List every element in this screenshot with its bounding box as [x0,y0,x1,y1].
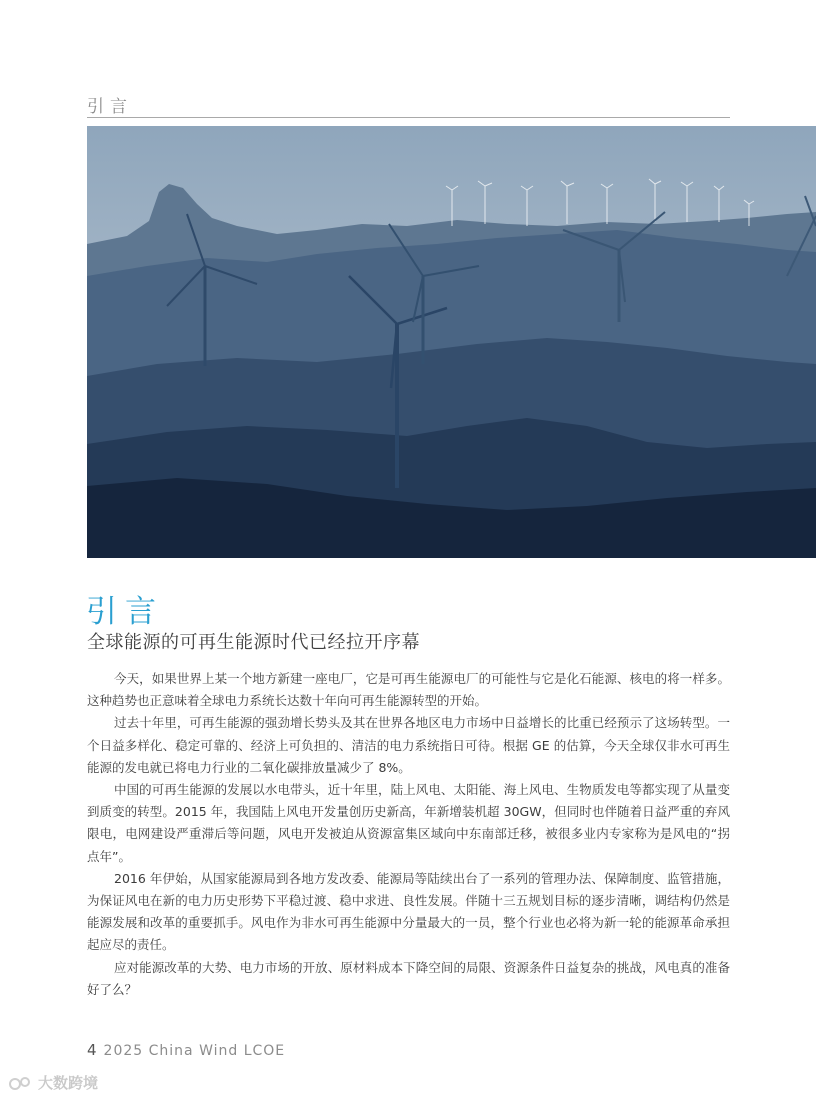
paragraph: 过去十年里，可再生能源的强劲增长势头及其在世界各地区电力市场中日益增长的比重已经预示了这场转型。一个日益多样化、稳定可靠的、经济上可负担的、清洁的电力系统指日可待。根据 GE 的估算，今天全球仅非水可再生能源的发电就已将电力行业的二氧化碳排放量减少了 8%。 [87,715,730,775]
paragraph: 今天，如果世界上某一个地方新建一座电厂，它是可再生能源电厂的可能性与它是化石能源、核电的将一样多。这种趋势也正意味着全球电力系统长达数十年向可再生能源转型的开始。 [87,671,730,709]
section-title: 引言 [86,594,164,630]
body-text [87,668,730,1001]
watermark-logo-icon [8,1075,34,1091]
watermark-text: 大数跨境 [38,1074,99,1092]
page-number: 4 [87,1041,98,1059]
paragraph: 中国的可再生能源的发展以水电带头，近十年里，陆上风电、太阳能、海上风电、生物质发电等都实现了从量变到质变的转型。2015 年，我国陆上风电开发量创历史新高，年新增装机超 30GW，但同时也伴随着日益严重的弃风限电，电网建设严重滞后等问题，风电开发被迫从资源富集区域向中东南部迁移，被很多业内专家称为是风电的“拐点年”。 [87,782,730,864]
header-divider [87,117,730,118]
publication-title: 2025 China Wind LCOE [103,1043,286,1059]
watermark [8,1072,98,1093]
paragraph: 2016 年伊始，从国家能源局到各地方发改委、能源局等陆续出台了一系列的管理办法、保障制度、监管措施，为保证风电在新的电力历史形势下平稳过渡、稳中求进、良性发展。伴随十三五规划目标的逐步清晰，调结构仍然是能源发展和改革的重要抓手。风电作为非水可再生能源中分量最大的一员，整个行业也必将为新一轮的能源革命承担起应尽的责任。 [87,870,730,953]
hero-image [87,126,816,558]
paragraph: 应对能源改革的大势、电力市场的开放、原材料成本下降空间的局限、资源条件日益复杂的挑战，风电真的准备好了么？ [87,959,730,997]
section-subtitle: 全球能源的可再生能源时代已经拉开序幕 [87,632,420,653]
page-footer [87,1041,285,1059]
running-header-title: 引言 [87,97,133,117]
